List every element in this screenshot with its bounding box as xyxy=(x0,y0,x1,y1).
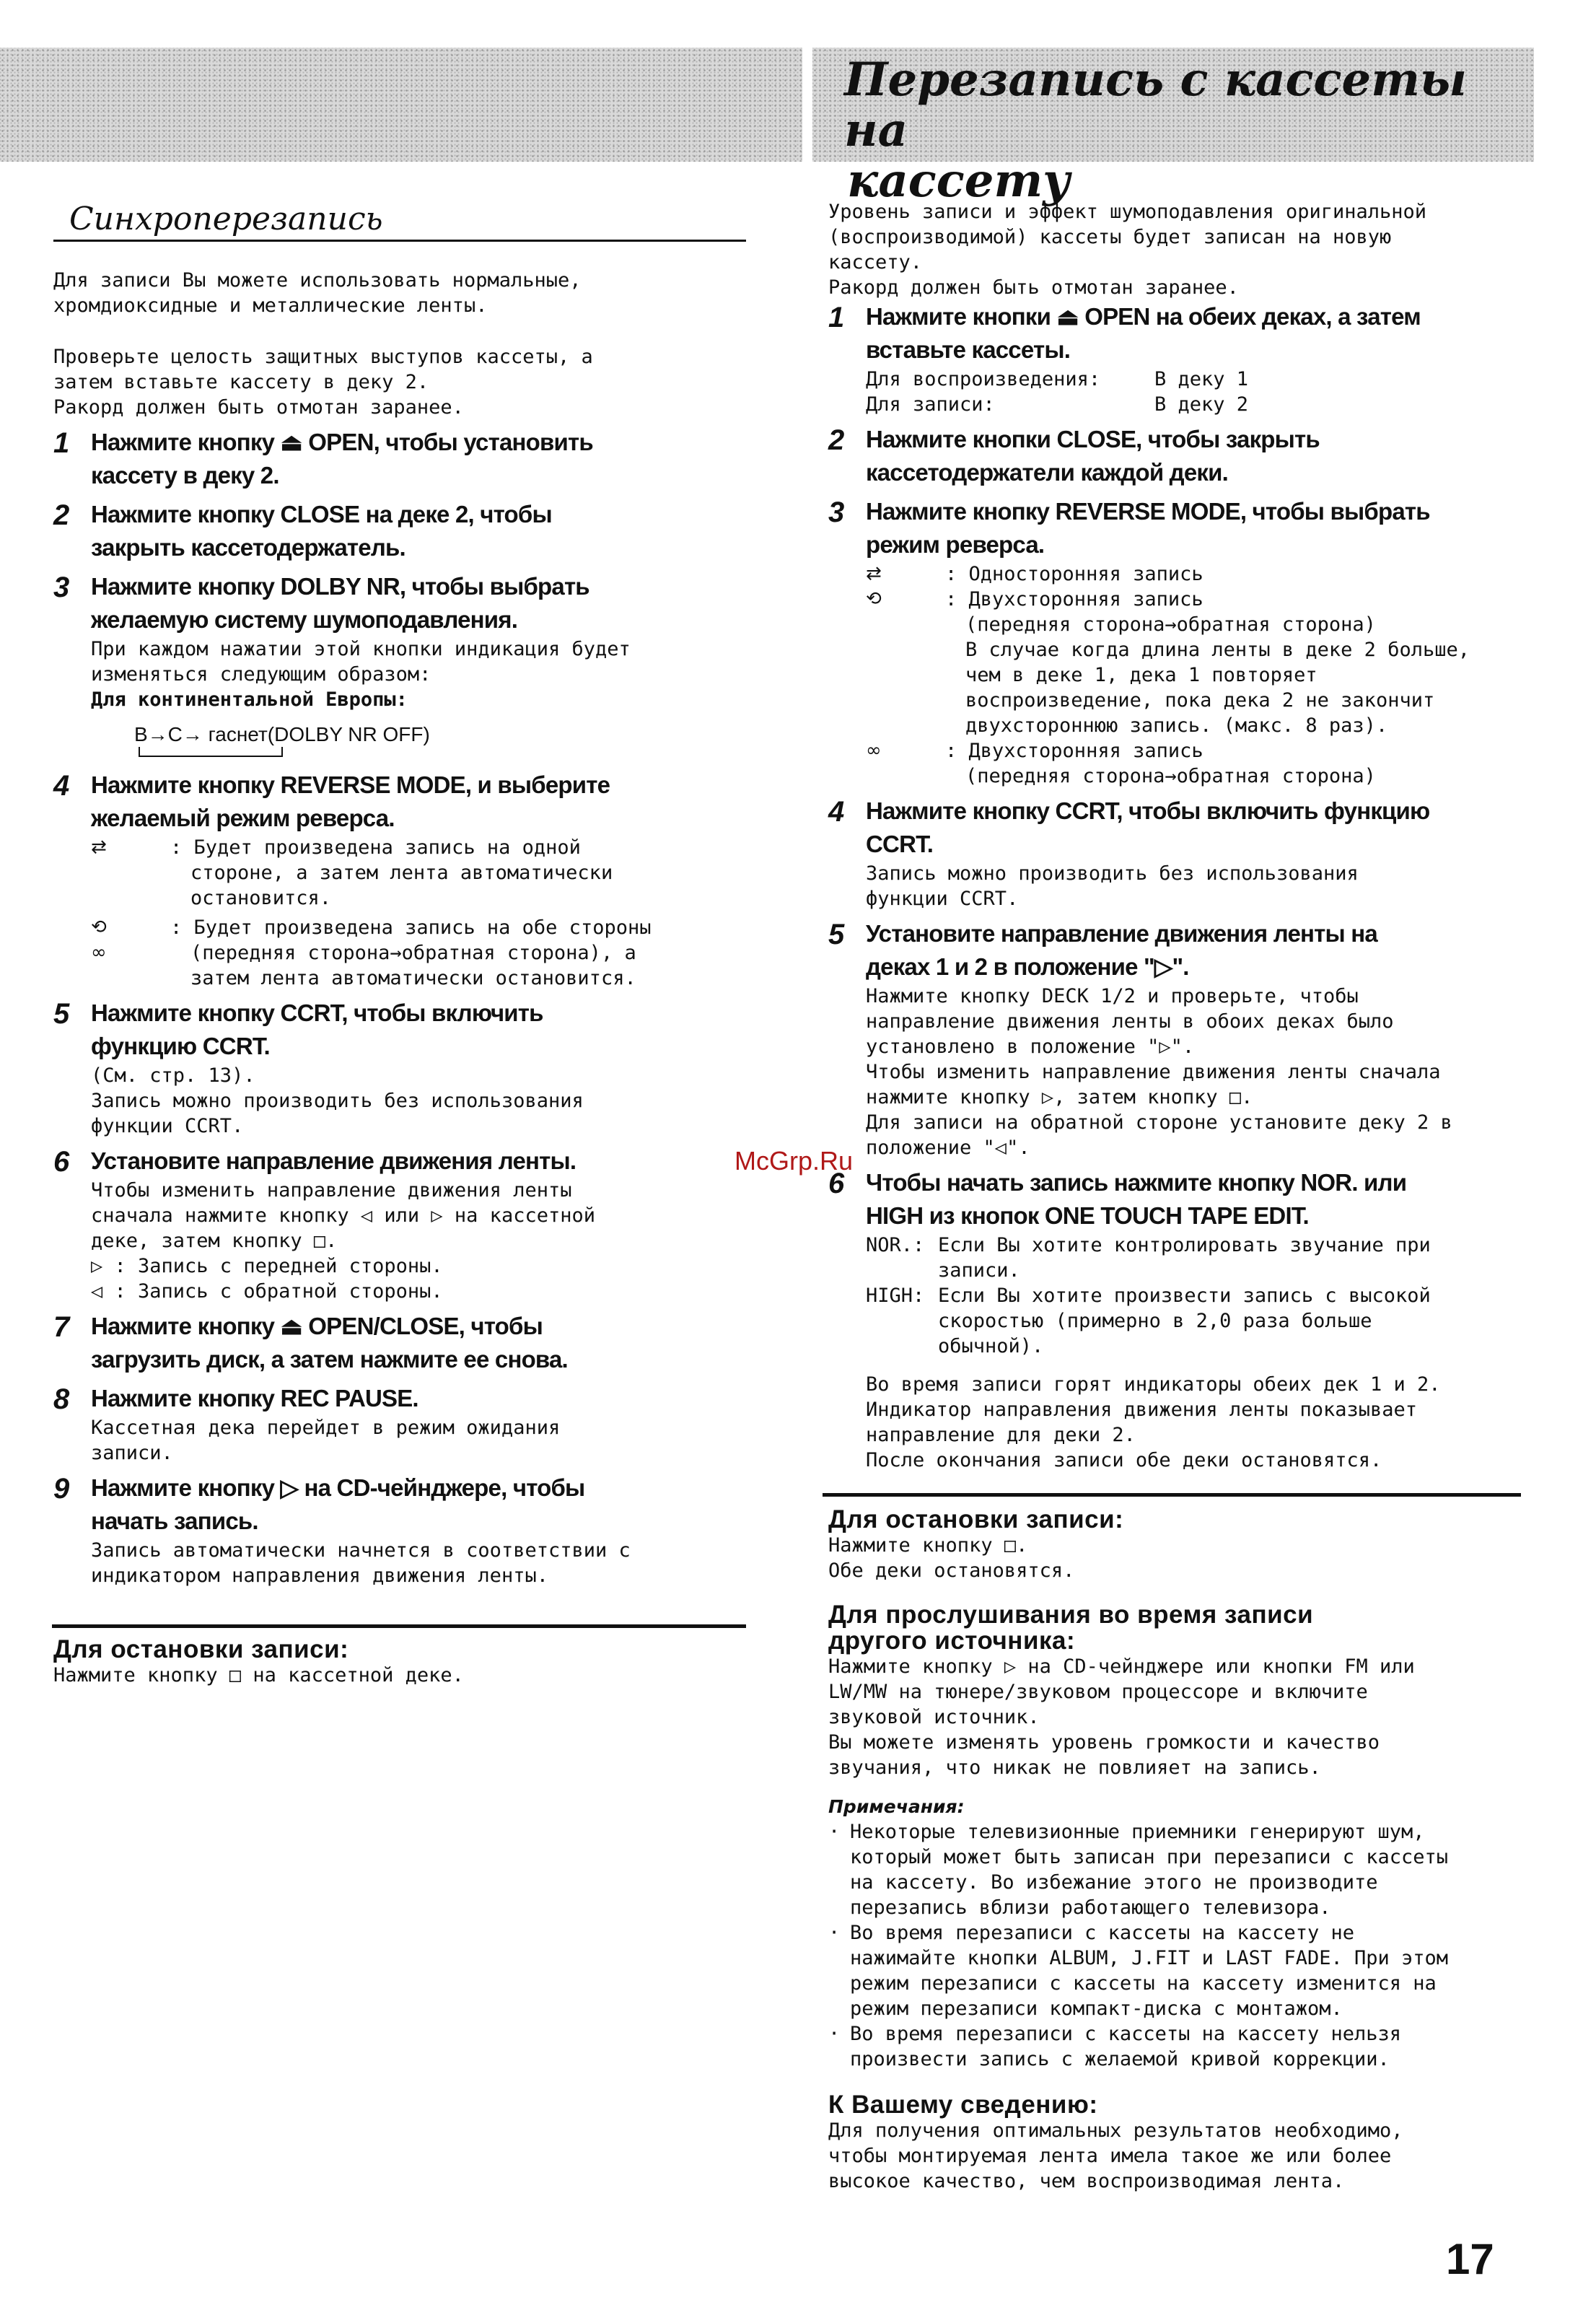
step-title: Установите направление движения ленты. xyxy=(91,1147,576,1174)
step-title: деках 1 и 2 в положение "▷". xyxy=(866,953,1189,980)
step-title: Нажмите кнопку ⏏ OPEN/CLOSE, чтобы xyxy=(91,1313,543,1339)
step-text: ▷ : Запись с передней стороны. xyxy=(91,1255,443,1277)
step-1 xyxy=(53,426,746,492)
step-number: 2 xyxy=(53,499,70,531)
page-number: 17 xyxy=(1446,2235,1494,2283)
r-step-5 xyxy=(828,917,1521,1160)
step-text: деке, затем кнопку □. xyxy=(91,1230,338,1252)
step-title: Нажмите кнопку REVERSE MODE, и выберите xyxy=(91,771,610,798)
step-title: режим реверса. xyxy=(866,531,1045,558)
divider xyxy=(823,1493,1521,1497)
endless-icon: ∞ xyxy=(866,740,882,761)
deck-label: Для воспроизведения: xyxy=(866,368,1101,390)
note-text: Во время перезаписи с кассеты на кассету не xyxy=(850,1922,1354,1944)
stop-recording-text: Нажмите кнопку □. xyxy=(828,1534,1028,1557)
reverse-mode-one-way xyxy=(91,835,746,911)
note-text: режим перезаписи с кассеты на кассету изменится на xyxy=(850,1972,1437,1995)
note-text: Во время перезаписи с кассеты на кассету нельзя xyxy=(850,2023,1402,2045)
intro-line: Уровень записи и эффект шумоподавления оригинальной xyxy=(828,201,1427,223)
section-title: Синхроперезапись xyxy=(53,199,746,242)
r-step-6 xyxy=(828,1166,1521,1473)
step-9 xyxy=(53,1471,746,1588)
step-title: Нажмите кнопки ⏏ OPEN на обеих деках, а затем xyxy=(866,303,1421,330)
step-text: нажмите кнопку ▷, затем кнопку □. xyxy=(866,1086,1253,1108)
step-text: Во время записи горят индикаторы обеих дек 1 и 2. xyxy=(866,1373,1441,1396)
step-title: Нажмите кнопку REC PAUSE. xyxy=(91,1385,418,1412)
step-number: 9 xyxy=(53,1473,70,1505)
step-3 xyxy=(53,570,746,763)
step-text: Индикатор направления движения ленты показывает xyxy=(866,1399,1418,1421)
step-title: HIGH из кнопок ONE TOUCH TAPE EDIT. xyxy=(866,1202,1309,1229)
info-heading: К Вашему сведению: xyxy=(828,2091,1098,2119)
step-title: Нажмите кнопку CCRT, чтобы включить функцию xyxy=(866,797,1430,824)
header-band-left xyxy=(0,48,802,162)
listen-text: LW/MW на тюнере/звуковом процессоре и включите xyxy=(828,1681,1368,1703)
step-title: Нажмите кнопку ⏏ OPEN, чтобы установить xyxy=(91,429,593,455)
step-text: После окончания записи обе деки остановятся. xyxy=(866,1449,1382,1471)
step-title: Нажмите кнопку ▷ на CD-чейнджере, чтобы xyxy=(91,1474,585,1501)
step-text: функции CCRT. xyxy=(91,1115,244,1137)
listen-text: звуковой источник. xyxy=(828,1706,1040,1728)
step-title: желаемый режим реверса. xyxy=(91,805,395,831)
option-label: HIGH: xyxy=(866,1285,925,1307)
left-column xyxy=(53,199,746,1688)
step-number: 8 xyxy=(53,1383,70,1415)
option-label: NOR.: xyxy=(866,1234,925,1256)
note-text: нажимайте кнопки ALBUM, J.FIT и LAST FADE. При этом xyxy=(850,1947,1449,1969)
step-number: 3 xyxy=(828,496,845,528)
step-text: Запись можно производить без использования xyxy=(866,862,1359,885)
stop-recording-text: Обе деки остановятся. xyxy=(828,1559,1075,1582)
reverse-mode-one-way xyxy=(866,561,1521,587)
note-text: на кассету. Во избежание этого не производите xyxy=(850,1871,1378,1894)
mode-desc: : Двухсторонняя запись xyxy=(945,588,1203,611)
step-text: (См. стр. 13). xyxy=(91,1064,255,1087)
reverse-mode-two-way xyxy=(866,587,1521,738)
step-number: 4 xyxy=(53,770,70,802)
step-title: желаемую систему шумоподавления. xyxy=(91,606,518,633)
info-text: Для получения оптимальных результатов необходимо, xyxy=(828,2119,1403,2142)
step-text: направление для деки 2. xyxy=(866,1424,1136,1446)
step-text: Чтобы изменить направление движения ленты xyxy=(91,1179,572,1202)
step-number: 1 xyxy=(828,302,845,333)
mode-desc: чем в деке 1, дека 1 повторяет xyxy=(965,664,1317,686)
step-title: кассету в деку 2. xyxy=(91,462,279,489)
info-text: высокое качество, чем воспроизводимая лента. xyxy=(828,2170,1345,2192)
divider xyxy=(52,1624,746,1628)
stop-recording-heading: Для остановки записи: xyxy=(53,1635,349,1663)
mode-desc: (передняя сторона→обратная сторона), а xyxy=(190,942,636,964)
mode-desc: (передняя сторона→обратная сторона) xyxy=(965,765,1376,787)
endless-icon: ∞ xyxy=(91,942,107,963)
step-title: CCRT. xyxy=(866,831,934,857)
info-text: чтобы монтируемая лента имела такое же или более xyxy=(828,2145,1392,2167)
note-text: режим перезаписи компакт-диска с монтажом. xyxy=(850,1997,1343,2020)
step-text: Для записи на обратной стороне установите деку 2 в xyxy=(866,1111,1452,1134)
deck-assignment xyxy=(866,367,1521,417)
step-text: Запись можно производить без использования xyxy=(91,1090,584,1112)
step-text: Кассетная дека перейдет в режим ожидания xyxy=(91,1417,561,1439)
step-text: сначала нажмите кнопку ◁ или ▷ на кассетной xyxy=(91,1204,595,1227)
note-item: · Во время перезаписи с кассеты на кассету не нажимайте кнопки ALBUM, J.FIT и LAST FADE. При этом режим перезаписи с кассеты на кассету изменится на режим перезаписи компакт-диска с монтажом. xyxy=(828,1920,1521,2021)
step-text: индикатором направления движения ленты. xyxy=(91,1565,548,1587)
step-title: Чтобы начать запись нажмите кнопку NOR. или xyxy=(866,1169,1407,1196)
mode-desc: двухстороннюю запись. (макс. 8 раз). xyxy=(965,714,1388,737)
deck-label: Для записи: xyxy=(866,393,995,416)
right-column xyxy=(828,199,1521,2194)
step-text: Чтобы изменить направление движения ленты сначала xyxy=(866,1061,1441,1083)
step-text: При каждом нажатии этой кнопки индикация будет xyxy=(91,638,631,660)
step-title: вставьте кассеты. xyxy=(866,336,1071,363)
step-number: 6 xyxy=(53,1146,70,1178)
step-text: записи. xyxy=(91,1442,173,1464)
step-title: Нажмите кнопку CCRT, чтобы включить xyxy=(91,999,543,1026)
step-7 xyxy=(53,1310,746,1376)
page-title-line2: кассету xyxy=(847,154,1071,208)
step-number: 4 xyxy=(828,796,845,828)
step-text: функции CCRT. xyxy=(866,888,1019,910)
intro-line: хромдиоксидные и металлические ленты. xyxy=(53,294,488,317)
mode-desc: (передняя сторона→обратная сторона) xyxy=(965,613,1376,636)
r-step-3 xyxy=(828,495,1521,789)
step-6 xyxy=(53,1145,746,1304)
notes-heading: Примечания: xyxy=(828,1796,965,1817)
step-title: Установите направление движения ленты на xyxy=(866,920,1377,947)
reverse-mode-endless xyxy=(91,940,746,991)
step-title: Нажмите кнопку CLOSE на деке 2, чтобы xyxy=(91,501,552,528)
step-title: начать запись. xyxy=(91,1507,258,1534)
step-number: 5 xyxy=(828,919,845,950)
step-title: закрыть кассетодержатель. xyxy=(91,534,405,561)
intro-line: (воспроизводимой) кассеты будет записан на новую xyxy=(828,226,1392,248)
option-desc: Если Вы хотите произвести запись с высокой xyxy=(938,1285,1431,1307)
step-text: установлено в положение "▷". xyxy=(866,1036,1195,1058)
step-number: 5 xyxy=(53,998,70,1030)
option-desc: обычной). xyxy=(938,1335,1044,1357)
option-desc: записи. xyxy=(938,1259,1020,1282)
intro-line: затем вставьте кассету в деку 2. xyxy=(53,371,429,393)
step-text: ◁ : Запись с обратной стороны. xyxy=(91,1280,443,1303)
note-item: · Некоторые телевизионные приемники генерируют шум, который может быть записан при перезаписи с кассеты на кассету. Во избежание этого не производите перезапись вблизи работающего телевизора. xyxy=(828,1819,1521,1920)
note-text: произвести запись с желаемой кривой коррекции. xyxy=(850,2048,1390,2070)
note-text: перезапись вблизи работающего телевизора. xyxy=(850,1896,1331,1919)
right-intro xyxy=(828,199,1521,300)
intro-paragraph xyxy=(53,268,746,420)
step-title: загрузить диск, а затем нажмите ее снова. xyxy=(91,1346,568,1373)
listen-text: Вы можете изменять уровень громкости и качество xyxy=(828,1731,1380,1754)
deck-value: В деку 1 xyxy=(1154,368,1249,390)
step-8 xyxy=(53,1382,746,1466)
step-title: кассетодержатели каждой деки. xyxy=(866,459,1228,486)
option-desc: скоростью (примерно в 2,0 раза больше xyxy=(938,1310,1372,1332)
dolby-cycle-text: B→C→ гаснет(DOLBY NR OFF) xyxy=(134,723,430,745)
listen-heading: Для прослушивания во время записи xyxy=(828,1601,1314,1629)
mode-desc: затем лента автоматически остановится. xyxy=(190,967,636,989)
reverse-mode-endless xyxy=(866,738,1521,789)
stop-recording-text: Нажмите кнопку □ на кассетной деке. xyxy=(53,1664,464,1686)
page-title xyxy=(844,55,1494,206)
intro-line: Ракорд должен быть отмотан заранее. xyxy=(53,396,464,419)
option-desc: Если Вы хотите контролировать звучание при xyxy=(938,1234,1431,1256)
mode-desc: стороне, а затем лента автоматически xyxy=(190,862,613,884)
step-text: Запись автоматически начнется в соответствии с xyxy=(91,1539,631,1562)
step-text: Нажмите кнопку DECK 1/2 и проверьте, чтобы xyxy=(866,985,1359,1007)
intro-line: Ракорд должен быть отмотан заранее. xyxy=(828,276,1239,299)
step-text: изменяться следующим образом: xyxy=(91,663,431,686)
intro-line: кассету. xyxy=(828,251,923,273)
speed-options xyxy=(866,1233,1521,1359)
intro-line: Проверьте целость защитных выступов кассеты, а xyxy=(53,346,593,368)
step-number: 3 xyxy=(53,572,70,603)
listen-text: Нажмите кнопку ▷ на CD-чейнджере или кнопки FM или xyxy=(828,1655,1415,1678)
region-label: Для континентальной Европы: xyxy=(91,688,408,711)
two-way-icon: ⟲ xyxy=(91,916,107,938)
page-title-line1: Перезапись с кассеты на xyxy=(844,53,1468,157)
note-item: · Во время перезаписи с кассеты на кассету нельзя произвести запись с желаемой кривой коррекции. xyxy=(828,2021,1521,2072)
mode-desc: : Будет произведена запись на обе стороны xyxy=(170,916,652,939)
step-5 xyxy=(53,997,746,1139)
one-way-icon: ⇄ xyxy=(91,836,107,858)
step-number: 6 xyxy=(828,1168,845,1199)
stop-recording-heading: Для остановки записи: xyxy=(828,1505,1124,1533)
mode-desc: : Односторонняя запись xyxy=(945,563,1203,585)
note-text: который может быть записан при перезаписи с кассеты xyxy=(850,1846,1449,1868)
watermark: McGrp.Ru xyxy=(735,1146,854,1176)
intro-line: Для записи Вы можете использовать нормальные, xyxy=(53,269,582,292)
step-number: 7 xyxy=(53,1311,70,1343)
step-number: 1 xyxy=(53,427,70,459)
two-way-icon: ⟲ xyxy=(866,588,882,610)
deck-value: В деку 2 xyxy=(1154,393,1249,416)
one-way-icon: ⇄ xyxy=(866,563,882,585)
r-step-4 xyxy=(828,795,1521,911)
r-step-2 xyxy=(828,423,1521,489)
step-title: Нажмите кнопку REVERSE MODE, чтобы выбрать xyxy=(866,498,1430,525)
step-text: положение "◁". xyxy=(866,1137,1030,1159)
step-2 xyxy=(53,498,746,564)
mode-desc: воспроизведение, пока дека 2 не закончит xyxy=(965,689,1435,712)
reverse-mode-two-way xyxy=(91,915,746,940)
step-number: 2 xyxy=(828,424,845,456)
cycle-return-arrow xyxy=(139,747,283,757)
step-4 xyxy=(53,769,746,991)
r-step-1 xyxy=(828,300,1521,417)
mode-desc: : Будет произведена запись на одной xyxy=(170,836,581,859)
step-title: функцию CCRT. xyxy=(91,1033,270,1059)
mode-desc: : Двухсторонняя запись xyxy=(945,740,1203,762)
mode-desc: остановится. xyxy=(190,887,332,909)
step-title: Нажмите кнопки CLOSE, чтобы закрыть xyxy=(866,426,1320,452)
listen-heading: другого источника: xyxy=(828,1627,1076,1655)
mode-desc: В случае когда длина ленты в деке 2 больше, xyxy=(965,639,1470,661)
step-title: Нажмите кнопку DOLBY NR, чтобы выбрать xyxy=(91,573,589,600)
note-text: Некоторые телевизионные приемники генерируют шум, xyxy=(850,1821,1425,1843)
listen-text: звучания, что никак не повлияет на запись. xyxy=(828,1756,1321,1779)
dolby-cycle xyxy=(134,722,746,757)
step-text: направление движения ленты в обоих деках было xyxy=(866,1010,1394,1033)
